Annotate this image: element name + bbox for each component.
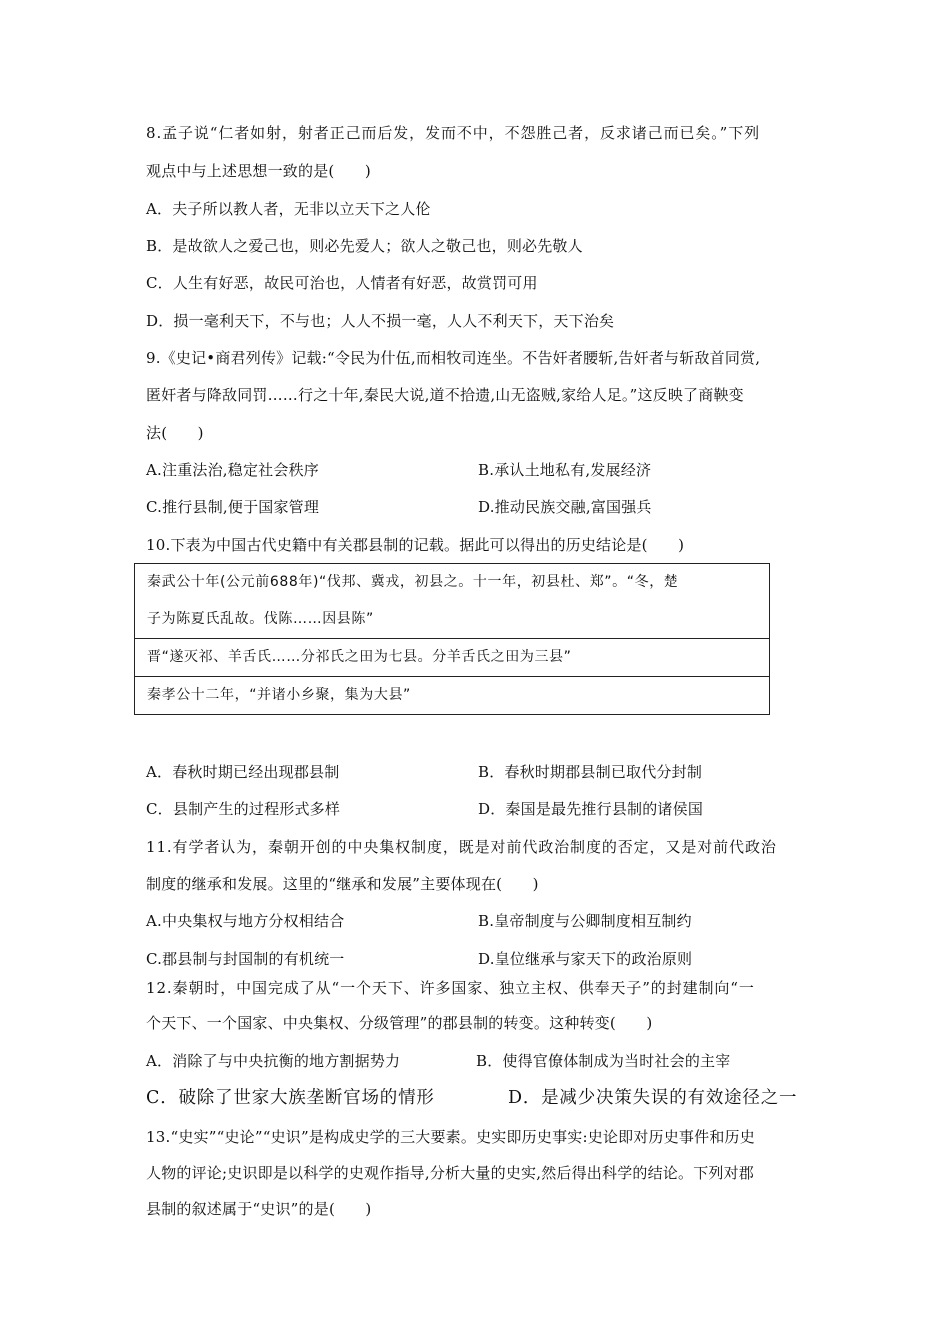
q12-stem-line2: 个天下、一个国家、中央集权、分级管理”的郡县制的转变。这种转变( ) [146, 1014, 653, 1032]
table-row [135, 677, 770, 715]
table-row [135, 639, 770, 677]
table-cell [135, 564, 770, 639]
q10-option-b: B．春秋时期郡县制已取代分封制 [478, 763, 703, 781]
q11-option-a: A.中央集权与地方分权相结合 [146, 912, 345, 930]
table-cell-line: 子为陈夏氏乱故。伐陈……因县陈” [147, 611, 374, 627]
q8-stem-line1: 8.孟子说“仁者如射，射者正己而后发，发而不中，不怨胜己者，反求诸己而已矣。”下列 [146, 124, 761, 142]
q11-option-b: B.皇帝制度与公卿制度相互制约 [478, 912, 692, 930]
q9-option-a: A.注重法治,稳定社会秩序 [146, 461, 319, 479]
q11-stem-line1: 11.有学者认为，秦朝开创的中央集权制度，既是对前代政治制度的否定，又是对前代政治 [146, 838, 777, 856]
table-cell: 晋“遂灭祁、羊舌氏……分祁氏之田为七县。分羊舌氏之田为三县” [135, 639, 770, 677]
q9-stem-line1: 9.《史记•商君列传》记载:“令民为什伍,而相牧司连坐。不告奸者腰斩,告奸者与斩敌首同赏, [146, 349, 761, 367]
q12-option-b: B．使得官僚体制成为当时社会的主宰 [476, 1052, 731, 1070]
q9-option-d: D.推动民族交融,富国强兵 [478, 498, 652, 516]
q10-stem: 10.下表为中国古代史籍中有关郡县制的记载。据此可以得出的历史结论是( ) [146, 536, 685, 554]
table-cell-line: 秦武公十年(公元前688年)“伐邦、冀戎，初县之。十一年，初县杜、郑”。“冬，楚 [147, 574, 679, 590]
q11-option-c: C.郡县制与封国制的有机统一 [146, 950, 345, 968]
q8-stem-line2: 观点中与上述思想一致的是( ) [146, 162, 371, 180]
q9-option-c: C.推行县制,便于国家管理 [146, 498, 320, 516]
q10-option-d: D．秦国是最先推行县制的诸侯国 [478, 800, 704, 818]
q12-option-c: C．破除了世家大族垄断官场的情形 [146, 1088, 435, 1108]
q12-option-d: D．是减少决策失误的有效途径之一 [508, 1088, 798, 1108]
q13-stem-line3: 县制的叙述属于“史识”的是( ) [146, 1200, 372, 1218]
q8-option-d: D．损一毫利天下，不与也；人人不损一毫，人人不利天下，天下治矣 [146, 312, 615, 330]
q9-stem-line2: 匿奸者与降敌同罚……行之十年,秦民大说,道不拾遗,山无盗贼,家给人足。”这反映了商鞅变 [146, 386, 744, 404]
q10-records-table [134, 563, 770, 715]
q11-stem-line2: 制度的继承和发展。这里的“继承和发展”主要体现在( ) [146, 875, 539, 893]
q11-option-d: D.皇位继承与家天下的政治原则 [478, 950, 693, 968]
table-cell: 秦孝公十二年，“并诸小乡聚，集为大县” [135, 677, 770, 715]
q10-option-a: A．春秋时期已经出现郡县制 [146, 763, 340, 781]
table-row [135, 564, 770, 639]
q8-option-c: C．人生有好恶，故民可治也，人情者有好恶，故赏罚可用 [146, 274, 538, 292]
q8-option-b: B．是故欲人之爱己也，则必先爱人；欲人之敬己也，则必先敬人 [146, 237, 583, 255]
q10-option-c: C．县制产生的过程形式多样 [146, 800, 341, 818]
q9-stem-line3: 法( ) [146, 424, 204, 442]
q13-stem-line1: 13.“史实”“史论”“史识”是构成史学的三大要素。史实即历史事实:史论即对历史事件和历史 [146, 1128, 755, 1146]
q13-stem-line2: 人物的评论;史识即是以科学的史观作指导,分析大量的史实,然后得出科学的结论。下列对郡 [146, 1164, 754, 1182]
q9-option-b: B.承认土地私有,发展经济 [478, 461, 652, 479]
q12-option-a: A．消除了与中央抗衡的地方割据势力 [146, 1052, 401, 1070]
q12-stem-line1: 12.秦朝时，中国完成了从“一个天下、许多国家、独立主权、供奉天子”的封建制向“一 [146, 979, 755, 997]
q8-option-a: A．夫子所以教人者，无非以立天下之人伦 [146, 200, 431, 218]
